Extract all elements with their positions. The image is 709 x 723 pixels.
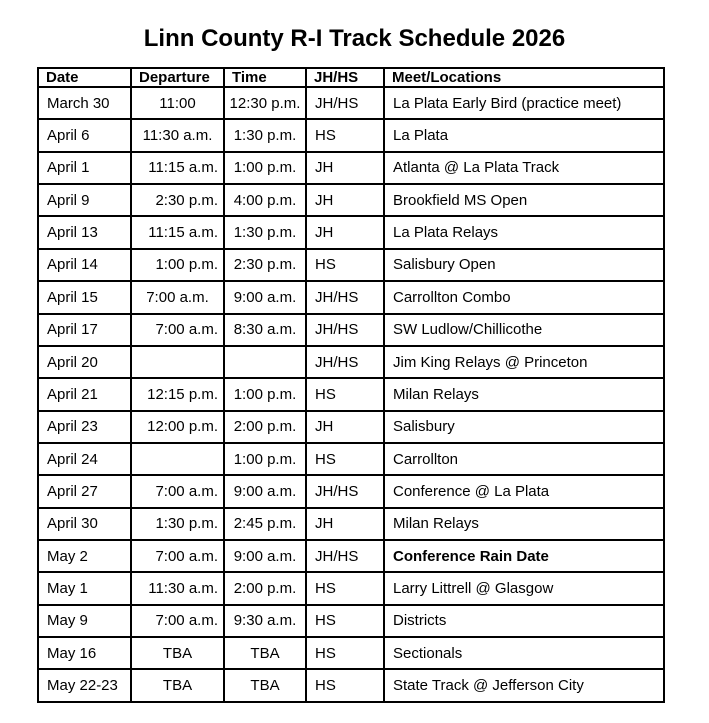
jh-hs-cell: JH/HS [306, 540, 384, 572]
date-cell: May 16 [38, 637, 131, 669]
departure-cell: 1:30 p.m. [131, 508, 224, 540]
meet-cell: Sectionals [384, 637, 664, 669]
departure-cell: 7:00 a.m. [131, 475, 224, 507]
date-cell: May 2 [38, 540, 131, 572]
jh-hs-cell: HS [306, 378, 384, 410]
date-cell: May 1 [38, 572, 131, 604]
time-cell: 2:30 p.m. [224, 249, 306, 281]
column-header-meet-locations: Meet/Locations [384, 68, 664, 87]
jh-hs-cell: HS [306, 443, 384, 475]
table-row [38, 637, 664, 669]
jh-hs-cell: JH/HS [306, 87, 384, 119]
table-row [38, 475, 664, 507]
table-row [38, 314, 664, 346]
date-cell: May 22-23 [38, 669, 131, 702]
jh-hs-cell: JH/HS [306, 475, 384, 507]
meet-cell: Milan Relays [384, 508, 664, 540]
meet-cell: Atlanta @ La Plata Track [384, 152, 664, 184]
time-cell: 1:30 p.m. [224, 216, 306, 248]
time-cell: 2:45 p.m. [224, 508, 306, 540]
time-cell: 1:30 p.m. [224, 119, 306, 151]
jh-hs-cell: JH [306, 216, 384, 248]
table-row [38, 87, 664, 119]
meet-cell: State Track @ Jefferson City [384, 669, 664, 702]
table-row [38, 411, 664, 443]
time-cell: 9:00 a.m. [224, 540, 306, 572]
date-cell: April 6 [38, 119, 131, 151]
jh-hs-cell: JH [306, 508, 384, 540]
time-cell: TBA [224, 669, 306, 702]
time-cell: 8:30 a.m. [224, 314, 306, 346]
date-cell: April 30 [38, 508, 131, 540]
meet-cell: Conference @ La Plata [384, 475, 664, 507]
departure-cell: 12:00 p.m. [131, 411, 224, 443]
departure-cell: 11:15 a.m. [131, 216, 224, 248]
jh-hs-cell: HS [306, 249, 384, 281]
departure-cell: 11:30 a.m. [131, 572, 224, 604]
table-row [38, 540, 664, 572]
jh-hs-cell: JH/HS [306, 346, 384, 378]
departure-cell: 1:00 p.m. [131, 249, 224, 281]
departure-cell: 11:00 [131, 87, 224, 119]
jh-hs-cell: HS [306, 669, 384, 702]
jh-hs-cell: HS [306, 572, 384, 604]
departure-cell: 7:00 a.m. [131, 314, 224, 346]
table-body [38, 87, 664, 702]
time-cell: 9:00 a.m. [224, 475, 306, 507]
date-cell: April 24 [38, 443, 131, 475]
meet-cell: Larry Littrell @ Glasgow [384, 572, 664, 604]
date-cell: April 9 [38, 184, 131, 216]
departure-cell: TBA [131, 637, 224, 669]
meet-cell: Milan Relays [384, 378, 664, 410]
departure-cell: TBA [131, 669, 224, 702]
column-header-date: Date [38, 68, 131, 87]
table-row [38, 605, 664, 637]
jh-hs-cell: JH/HS [306, 314, 384, 346]
date-cell: April 14 [38, 249, 131, 281]
column-header-departure: Departure [131, 68, 224, 87]
column-header-jh-hs: JH/HS [306, 68, 384, 87]
table-row [38, 249, 664, 281]
table-row [38, 443, 664, 475]
meet-cell: La Plata Relays [384, 216, 664, 248]
meet-cell: Salisbury [384, 411, 664, 443]
meet-cell: La Plata [384, 119, 664, 151]
date-cell: March 30 [38, 87, 131, 119]
table-row [38, 669, 664, 702]
table-row [38, 152, 664, 184]
departure-cell: 7:00 a.m. [131, 281, 224, 313]
departure-cell: 7:00 a.m. [131, 605, 224, 637]
departure-cell: 11:30 a.m. [131, 119, 224, 151]
table-row [38, 281, 664, 313]
time-cell: 1:00 p.m. [224, 152, 306, 184]
jh-hs-cell: JH [306, 411, 384, 443]
date-cell: May 9 [38, 605, 131, 637]
meet-cell: Conference Rain Date [384, 540, 664, 572]
date-cell: April 1 [38, 152, 131, 184]
time-cell: 1:00 p.m. [224, 443, 306, 475]
date-cell: April 17 [38, 314, 131, 346]
table-row [38, 346, 664, 378]
date-cell: April 15 [38, 281, 131, 313]
table-row [38, 184, 664, 216]
date-cell: April 21 [38, 378, 131, 410]
date-cell: April 13 [38, 216, 131, 248]
meet-cell: Jim King Relays @ Princeton [384, 346, 664, 378]
departure-cell: 11:15 a.m. [131, 152, 224, 184]
departure-cell: 7:00 a.m. [131, 540, 224, 572]
jh-hs-cell: HS [306, 605, 384, 637]
departure-cell: 12:15 p.m. [131, 378, 224, 410]
date-cell: April 20 [38, 346, 131, 378]
time-cell [224, 346, 306, 378]
jh-hs-cell: HS [306, 119, 384, 151]
table-row [38, 216, 664, 248]
time-cell: 4:00 p.m. [224, 184, 306, 216]
time-cell: TBA [224, 637, 306, 669]
jh-hs-cell: JH [306, 184, 384, 216]
page-title: Linn County R-I Track Schedule 2026 [143, 25, 566, 52]
departure-cell [131, 346, 224, 378]
time-cell: 9:30 a.m. [224, 605, 306, 637]
meet-cell: Carrollton [384, 443, 664, 475]
time-cell: 12:30 p.m. [224, 87, 306, 119]
departure-cell: 2:30 p.m. [131, 184, 224, 216]
jh-hs-cell: HS [306, 637, 384, 669]
schedule-table [37, 67, 665, 703]
meet-cell: La Plata Early Bird (practice meet) [384, 87, 664, 119]
jh-hs-cell: JH [306, 152, 384, 184]
meet-cell: Salisbury Open [384, 249, 664, 281]
date-cell: April 23 [38, 411, 131, 443]
column-header-time: Time [224, 68, 306, 87]
meet-cell: Brookfield MS Open [384, 184, 664, 216]
meet-cell: Carrollton Combo [384, 281, 664, 313]
header-row [38, 68, 664, 87]
meet-cell: SW Ludlow/Chillicothe [384, 314, 664, 346]
departure-cell [131, 443, 224, 475]
time-cell: 2:00 p.m. [224, 411, 306, 443]
date-cell: April 27 [38, 475, 131, 507]
meet-cell: Districts [384, 605, 664, 637]
time-cell: 2:00 p.m. [224, 572, 306, 604]
jh-hs-cell: JH/HS [306, 281, 384, 313]
table-row [38, 508, 664, 540]
time-cell: 9:00 a.m. [224, 281, 306, 313]
table-row [38, 119, 664, 151]
table-row [38, 572, 664, 604]
table-row [38, 378, 664, 410]
time-cell: 1:00 p.m. [224, 378, 306, 410]
